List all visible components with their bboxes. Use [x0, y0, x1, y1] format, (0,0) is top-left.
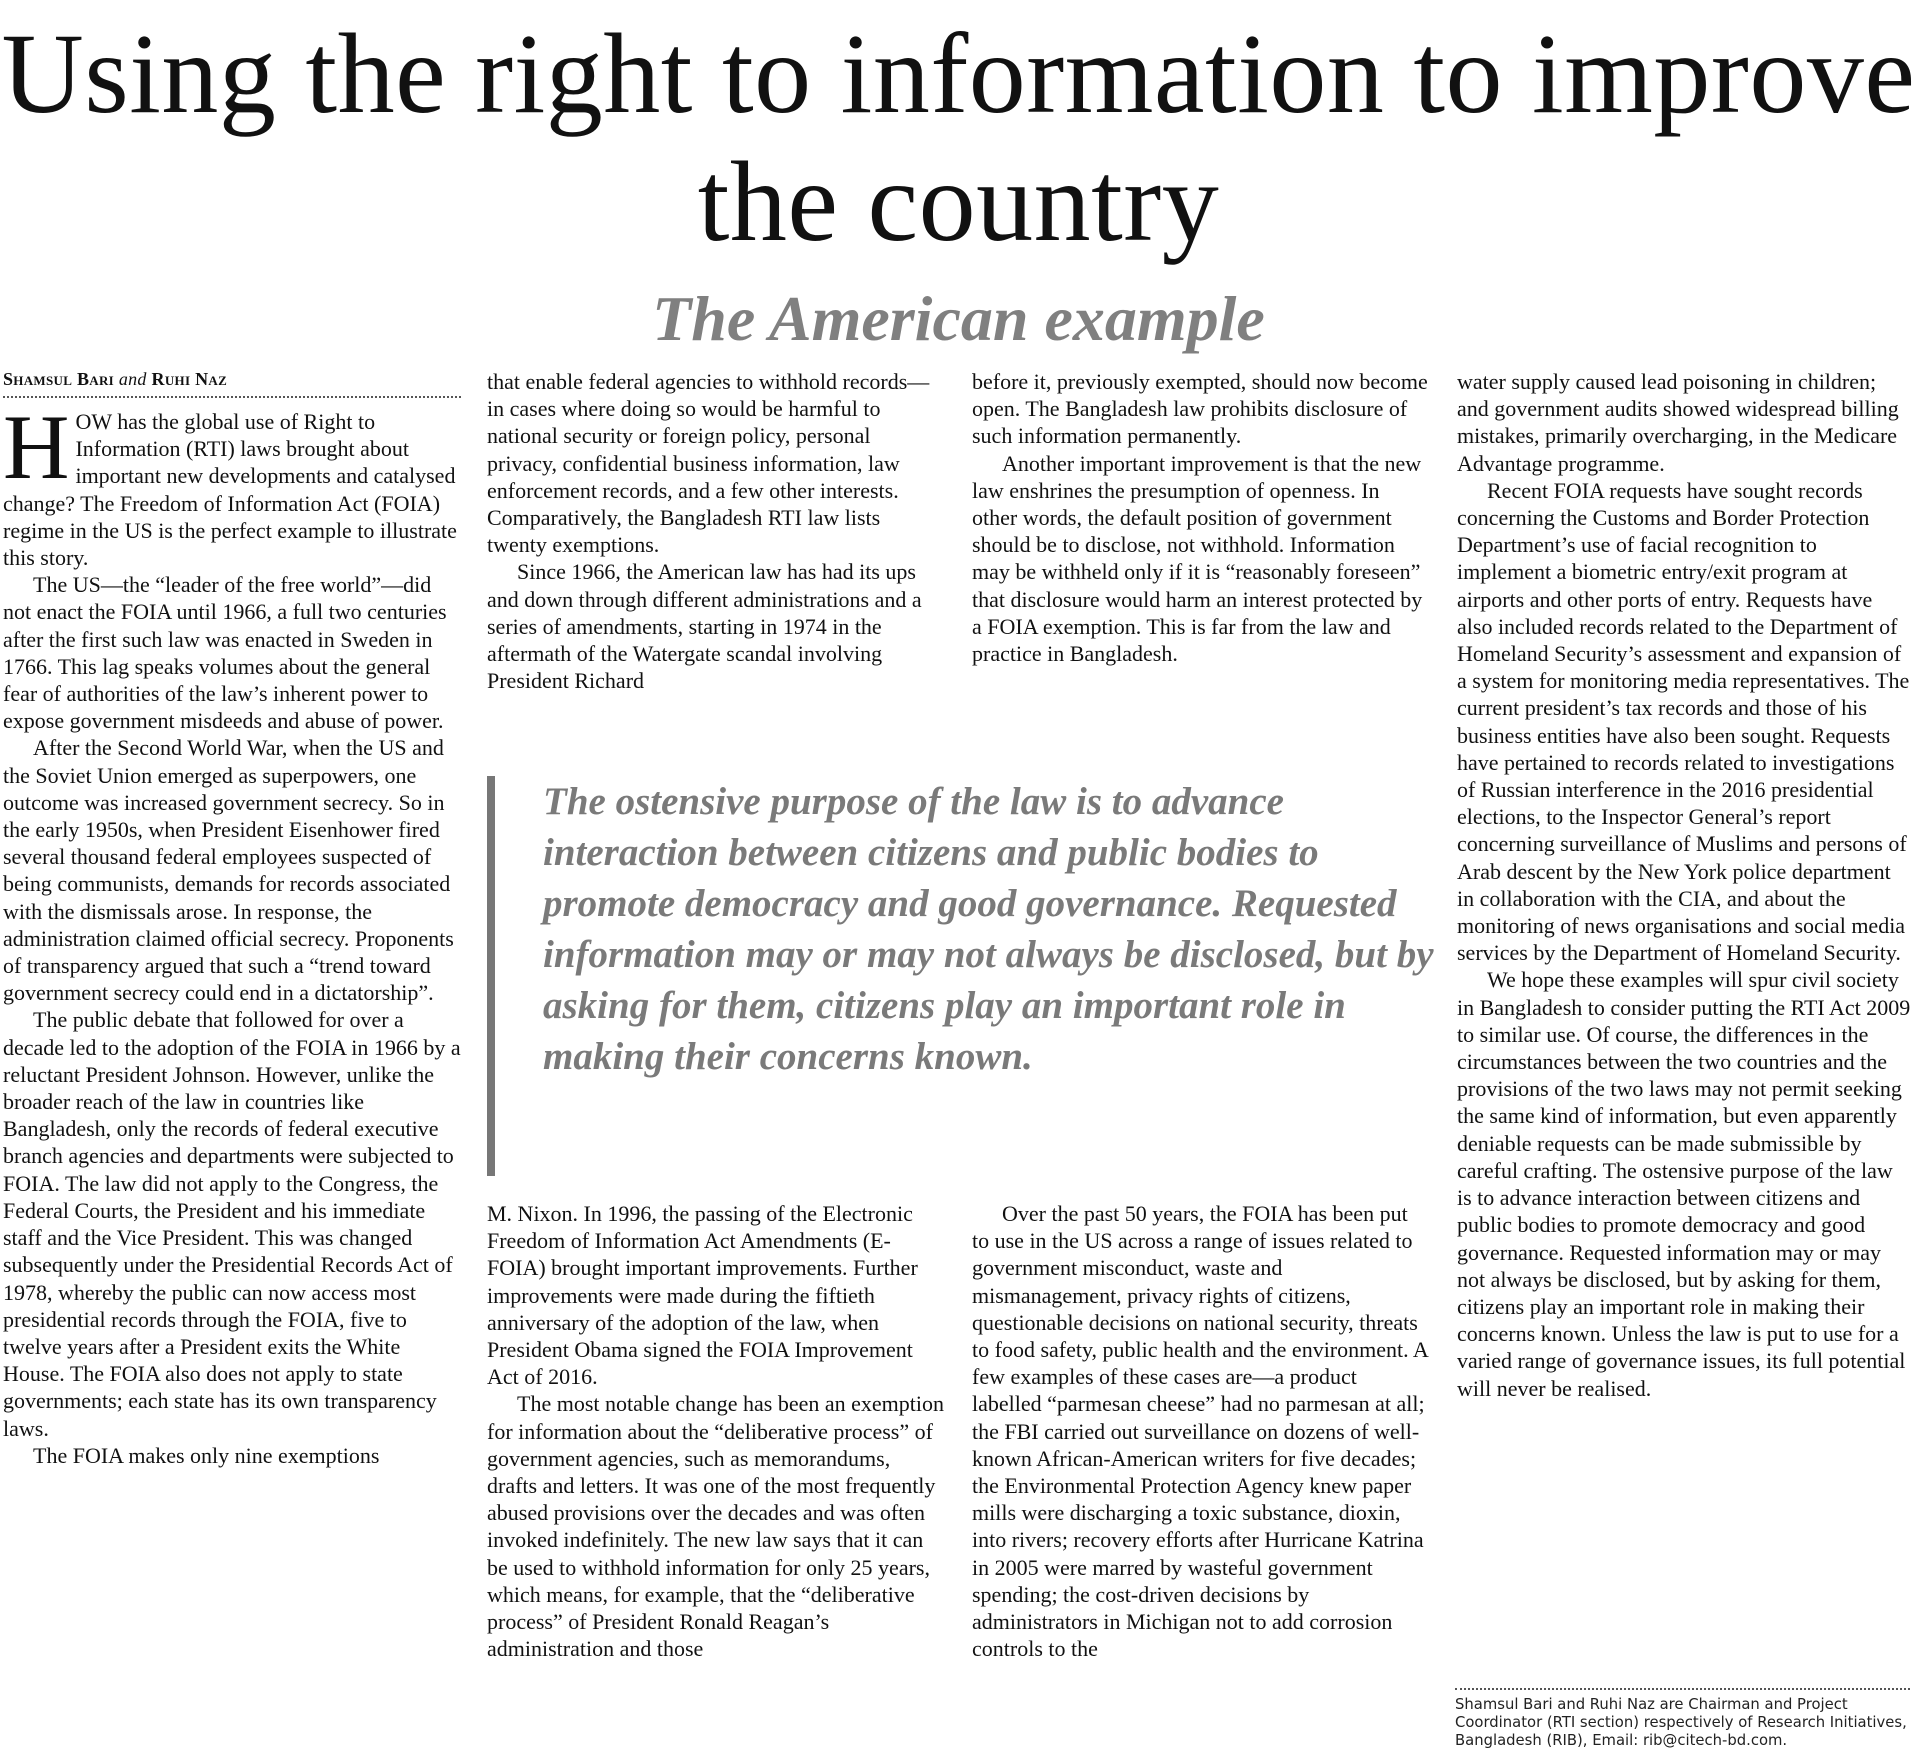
article-paragraph: before it, previously exempted, should now become open. The Bangladesh law prohibits disclosure of such information permanently.: [972, 369, 1428, 449]
article-column-4: [1457, 368, 1912, 1402]
drop-cap: H: [3, 396, 70, 498]
byline: [3, 366, 461, 398]
article-paragraph: The most notable change has been an exemption for information about the “deliberative process” of government agencies, such as memorandums, drafts and letters. It was one of the most frequently abused provisions over the decades and was often invoked indefinitely. The new law says that it can be used to withhold information for only 25 years, which means, for example, that the “deliberative process” of President Ronald Reagan’s administration and those: [487, 1391, 945, 1662]
article-paragraph: The FOIA makes only nine exemptions: [33, 1442, 380, 1468]
byline-conjunction: and: [118, 369, 147, 389]
article-paragraph: M. Nixon. In 1996, the passing of the Electronic Freedom of Information Act Amendments (E-FOIA) brought important improvements. Further improvements were made during the fiftieth anniversary of the adoption of the law, when President Obama signed the FOIA Improvement Act of 2016.: [487, 1201, 918, 1390]
article-column-1: [3, 366, 461, 1469]
article-column-3-bottom: [972, 1200, 1430, 1662]
article-paragraph: We hope these examples will spur civil society in Bangladesh to consider putting the RTI Act 2009 to similar use. Of course, the differences in the circumstances between the two countries and the provisions of the two laws may not permit seeking the same kind of information, but even apparently deniable requests can be made submissible by careful crafting. The ostensive purpose of the law is to advance interaction between citizens and public bodies to promote democracy and good governance. Requested information may or may not always be disclosed, but by asking for them, citizens play an important role in making their concerns known. Unless the law is put to use for a varied range of governance issues, its full potential will never be realised.: [1457, 967, 1911, 1401]
article-paragraph: After the Second World War, when the US and the Soviet Union emerged as superpowers, one outcome was increased government secrecy. So in the early 1950s, when President Eisenhower fired several thousand federal employees suspected of being communists, demands for records associated with the dismissals arose. In response, the administration claimed official secrecy. Proponents of transparency argued that such a “trend toward government secrecy could end in a dictatorship”.: [3, 735, 454, 1006]
headline: Using the right to information to improve the country: [1, 10, 1916, 265]
article-paragraph-text: OW has the global use of Right to Information (RTI) laws brought about important new developments and catalysed change? The Freedom of Information Act (FOIA) regime in the US is the perfect example to illustrate this story.: [3, 409, 457, 571]
article-paragraph: Recent FOIA requests have sought records concerning the Customs and Border Protection Department’s use of facial recognition to implement a biometric entry/exit program at airports and other ports of entry. Requests have also included records related to the Department of Homeland Security’s assessment and expansion of a system for monitoring media representatives. The current president’s tax records and those of his business entities have also been sought. Requests have pertained to records related to investigations of Russian interference in the 2016 presidential elections, to the Inspector General’s report concerning surveillance of Muslims and persons of Arab descent by the New York police department in collaboration with the CIA, and about the monitoring of news organisations and social media services by the Department of Homeland Security.: [1457, 477, 1910, 966]
article-column-2-bottom: [487, 1200, 945, 1662]
article-paragraph: [3, 396, 461, 571]
article-paragraph: water supply caused lead poisoning in children; and government audits showed widespread billing mistakes, primarily overcharging, in the Medicare Advantage programme.: [1457, 369, 1899, 476]
byline-author-1: Shamsul Bari: [3, 369, 115, 389]
pull-quote: The ostensive purpose of the law is to advance interaction between citizens and public bodies to promote democracy and good governance. Requested information may or may not always be disclosed, but by asking for them, citizens play an important role in making their concerns known.: [487, 776, 1437, 1176]
article-paragraph: The US—the “leader of the free world”—did not enact the FOIA until 1966, a full two centuries after the first such law was enacted in Sweden in 1766. This lag speaks volumes about the general fear of authorities of the law’s inherent power to expose government misdeeds and abuse of power.: [3, 572, 447, 734]
article-paragraph: Since 1966, the American law has had its ups and down through different administrations and a series of amendments, starting in 1974 in the aftermath of the Watergate scandal involving President Richard: [487, 559, 922, 694]
article-paragraph: Over the past 50 years, the FOIA has been put to use in the US across a range of issues related to government misconduct, waste and mismanagement, privacy rights of citizens, questionable decisions on national security, threats to food safety, public health and the environment. A few examples of these cases are—a product labelled “parmesan cheese” had no parmesan at all; the FBI carried out surveillance on dozens of well-known African-American writers for five decades; the Environmental Protection Agency knew paper mills were discharging a toxic substance, dioxin, into rivers; recovery efforts after Hurricane Katrina in 2005 were marred by wasteful government spending; the cost-driven decisions by administrators in Michigan not to add corrosion controls to the: [972, 1201, 1428, 1662]
byline-author-2: Ruhi Naz: [151, 369, 228, 389]
subheadline: The American example: [652, 283, 1265, 354]
article-paragraph: The public debate that followed for over a decade led to the adoption of the FOIA in 1966 by a reluctant President Johnson. However, unlike the broader reach of the law in countries like Bangladesh, only the records of federal executive branch agencies and departments were subjected to FOIA. The law did not apply to the Congress, the Federal Courts, the President and his immediate staff and the Vice President. This was changed subsequently under the Presidential Records Act of 1978, whereby the public can now access most presidential records through the FOIA, five to twelve years after a President exits the White House. The FOIA also does not apply to state governments; each state has its own transparency laws.: [3, 1007, 461, 1441]
author-bio: Shamsul Bari and Ruhi Naz are Chairman and Project Coordinator (RTI section) respectively of Research Initiatives, Bangladesh (RIB), Email: rib@citech-bd.com.: [1455, 1688, 1910, 1750]
article-paragraph: that enable federal agencies to withhold records—in cases where doing so would be harmful to national security or foreign policy, personal privacy, confidential business information, law enforcement records, and a few other interests. Comparatively, the Bangladesh RTI law lists twenty exemptions.: [487, 369, 930, 558]
article-paragraph: Another important improvement is that the new law enshrines the presumption of openness. In other words, the default position of government should be to disclose, not withhold. Information may be withheld only if it is “reasonably foreseen” that disclosure would harm an interest protected by a FOIA exemption. This is far from the law and practice in Bangladesh.: [972, 450, 1423, 667]
article-column-3-top: [972, 368, 1430, 667]
article-column-2-top: [487, 368, 945, 694]
